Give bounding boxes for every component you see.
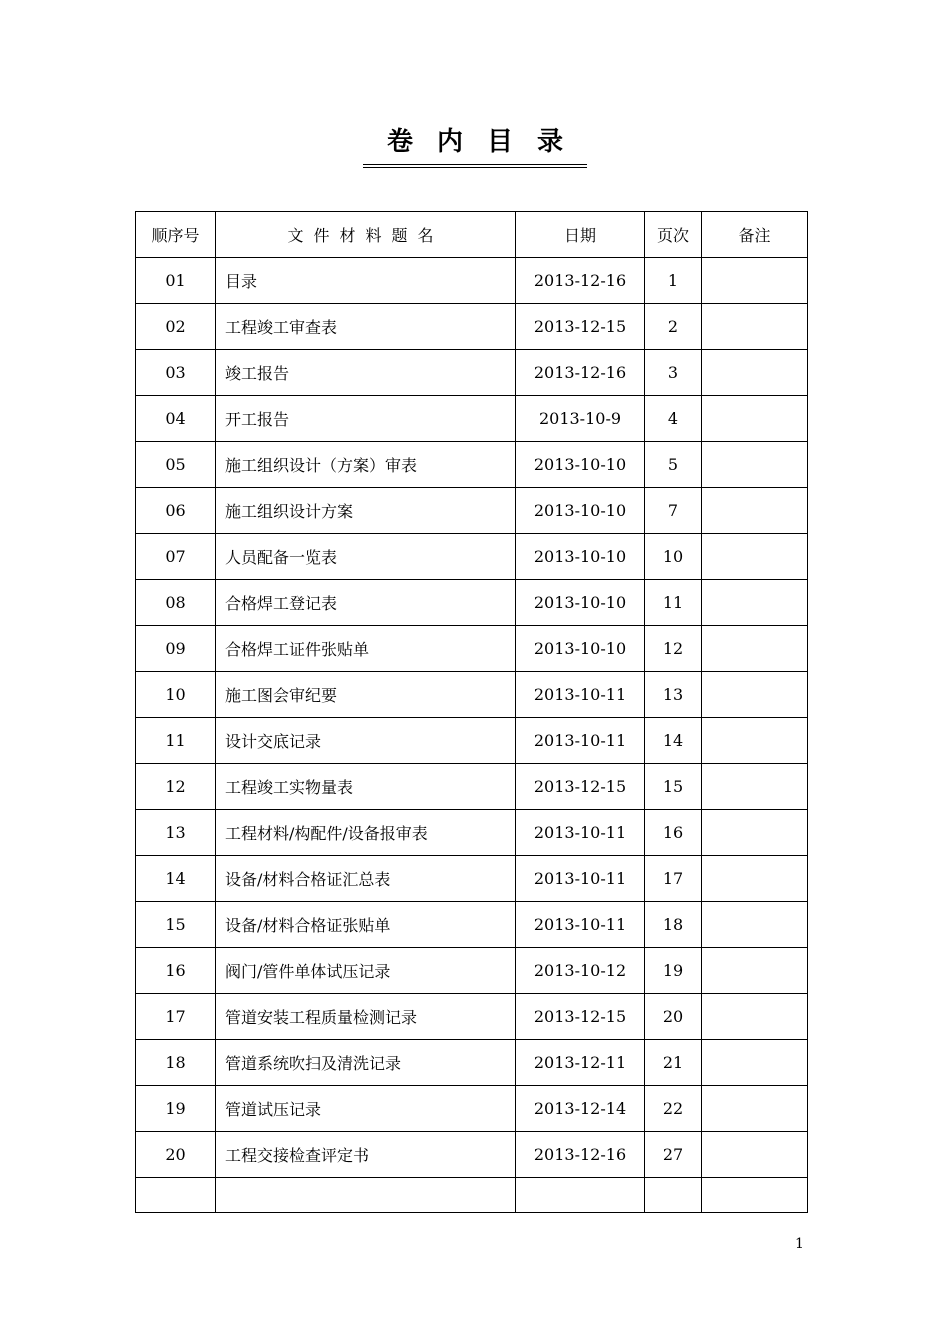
cell-title: 竣工报告 bbox=[216, 350, 516, 396]
cell-remarks bbox=[702, 304, 808, 350]
cell-pages: 14 bbox=[645, 718, 702, 764]
cell-no: 07 bbox=[136, 534, 216, 580]
table-row bbox=[136, 580, 808, 626]
cell-title: 管道试压记录 bbox=[216, 1086, 516, 1132]
cell-title: 施工组织设计（方案）审表 bbox=[216, 442, 516, 488]
cell-pages: 15 bbox=[645, 764, 702, 810]
cell-remarks bbox=[702, 1132, 808, 1178]
cell-title: 工程竣工实物量表 bbox=[216, 764, 516, 810]
cell-no: 18 bbox=[136, 1040, 216, 1086]
cell-no: 13 bbox=[136, 810, 216, 856]
cell-date: 2013-10-11 bbox=[516, 672, 645, 718]
cell-date: 2013-12-11 bbox=[516, 1040, 645, 1086]
table-row bbox=[136, 1132, 808, 1178]
cell-remarks bbox=[702, 856, 808, 902]
cell-no: 09 bbox=[136, 626, 216, 672]
cell-remarks bbox=[702, 1040, 808, 1086]
cell-date: 2013-12-15 bbox=[516, 994, 645, 1040]
table-row bbox=[136, 1086, 808, 1132]
cell-date: 2013-10-10 bbox=[516, 442, 645, 488]
cell-date: 2013-10-10 bbox=[516, 534, 645, 580]
cell-no: 02 bbox=[136, 304, 216, 350]
cell-remarks bbox=[702, 534, 808, 580]
cell-no: 12 bbox=[136, 764, 216, 810]
cell-title: 设备/材料合格证张贴单 bbox=[216, 902, 516, 948]
table-row bbox=[136, 856, 808, 902]
table-row bbox=[136, 626, 808, 672]
cell-date: 2013-12-16 bbox=[516, 1132, 645, 1178]
cell-title: 目录 bbox=[216, 258, 516, 304]
catalog-body bbox=[136, 258, 808, 1213]
cell-title: 工程竣工审查表 bbox=[216, 304, 516, 350]
table-row bbox=[136, 902, 808, 948]
cell-date: 2013-10-11 bbox=[516, 856, 645, 902]
cell-pages: 18 bbox=[645, 902, 702, 948]
cell-no: 08 bbox=[136, 580, 216, 626]
cell-date: 2013-12-14 bbox=[516, 1086, 645, 1132]
cell-no: 11 bbox=[136, 718, 216, 764]
table-row bbox=[136, 442, 808, 488]
header-row bbox=[136, 212, 808, 258]
cell-remarks bbox=[702, 764, 808, 810]
cell-title: 工程材料/构配件/设备报审表 bbox=[216, 810, 516, 856]
cell-date: 2013-10-10 bbox=[516, 488, 645, 534]
cell-title: 合格焊工证件张贴单 bbox=[216, 626, 516, 672]
cell-no: 17 bbox=[136, 994, 216, 1040]
table-row bbox=[136, 396, 808, 442]
table-row bbox=[136, 1178, 808, 1213]
cell-pages bbox=[645, 1178, 702, 1213]
cell-title: 管道安装工程质量检测记录 bbox=[216, 994, 516, 1040]
cell-date: 2013-10-10 bbox=[516, 580, 645, 626]
title-area bbox=[0, 122, 950, 168]
cell-remarks bbox=[702, 488, 808, 534]
cell-no: 10 bbox=[136, 672, 216, 718]
cell-title: 施工组织设计方案 bbox=[216, 488, 516, 534]
cell-date: 2013-10-12 bbox=[516, 948, 645, 994]
cell-pages: 27 bbox=[645, 1132, 702, 1178]
table-row bbox=[136, 304, 808, 350]
header-no: 顺序号 bbox=[136, 212, 216, 258]
cell-title: 施工图会审纪要 bbox=[216, 672, 516, 718]
cell-date: 2013-12-16 bbox=[516, 350, 645, 396]
cell-remarks bbox=[702, 258, 808, 304]
table-row bbox=[136, 810, 808, 856]
cell-pages: 12 bbox=[645, 626, 702, 672]
page-number: 1 bbox=[795, 1236, 804, 1252]
page-title: 卷内目录 bbox=[363, 122, 587, 168]
cell-title: 工程交接检查评定书 bbox=[216, 1132, 516, 1178]
cell-remarks bbox=[702, 396, 808, 442]
cell-pages: 20 bbox=[645, 994, 702, 1040]
cell-no: 19 bbox=[136, 1086, 216, 1132]
cell-title: 设计交底记录 bbox=[216, 718, 516, 764]
cell-remarks bbox=[702, 1086, 808, 1132]
cell-date: 2013-12-15 bbox=[516, 304, 645, 350]
table-row bbox=[136, 350, 808, 396]
table-row bbox=[136, 948, 808, 994]
cell-remarks bbox=[702, 626, 808, 672]
cell-title: 合格焊工登记表 bbox=[216, 580, 516, 626]
cell-pages: 22 bbox=[645, 1086, 702, 1132]
table-row bbox=[136, 258, 808, 304]
cell-remarks bbox=[702, 948, 808, 994]
table-row bbox=[136, 672, 808, 718]
cell-pages: 5 bbox=[645, 442, 702, 488]
cell-title: 设备/材料合格证汇总表 bbox=[216, 856, 516, 902]
cell-no: 06 bbox=[136, 488, 216, 534]
cell-remarks bbox=[702, 672, 808, 718]
cell-pages: 7 bbox=[645, 488, 702, 534]
cell-pages: 3 bbox=[645, 350, 702, 396]
cell-pages: 19 bbox=[645, 948, 702, 994]
cell-pages: 21 bbox=[645, 1040, 702, 1086]
cell-date: 2013-10-11 bbox=[516, 718, 645, 764]
cell-remarks bbox=[702, 350, 808, 396]
cell-pages: 2 bbox=[645, 304, 702, 350]
cell-no: 20 bbox=[136, 1132, 216, 1178]
cell-remarks bbox=[702, 580, 808, 626]
cell-no: 15 bbox=[136, 902, 216, 948]
catalog-table bbox=[135, 211, 808, 1213]
cell-title: 开工报告 bbox=[216, 396, 516, 442]
cell-pages: 10 bbox=[645, 534, 702, 580]
table-row bbox=[136, 1040, 808, 1086]
cell-date: 2013-10-11 bbox=[516, 810, 645, 856]
cell-no: 16 bbox=[136, 948, 216, 994]
cell-pages: 16 bbox=[645, 810, 702, 856]
cell-no: 05 bbox=[136, 442, 216, 488]
cell-remarks bbox=[702, 810, 808, 856]
cell-pages: 17 bbox=[645, 856, 702, 902]
cell-title: 人员配备一览表 bbox=[216, 534, 516, 580]
cell-pages: 1 bbox=[645, 258, 702, 304]
cell-date: 2013-10-11 bbox=[516, 902, 645, 948]
cell-date: 2013-10-9 bbox=[516, 396, 645, 442]
table-row bbox=[136, 764, 808, 810]
cell-remarks bbox=[702, 718, 808, 764]
header-pages: 页次 bbox=[645, 212, 702, 258]
cell-title: 管道系统吹扫及清洗记录 bbox=[216, 1040, 516, 1086]
cell-title bbox=[216, 1178, 516, 1213]
cell-no: 01 bbox=[136, 258, 216, 304]
cell-remarks bbox=[702, 994, 808, 1040]
cell-no: 04 bbox=[136, 396, 216, 442]
table-row bbox=[136, 994, 808, 1040]
cell-no: 03 bbox=[136, 350, 216, 396]
table-row bbox=[136, 718, 808, 764]
cell-no: 14 bbox=[136, 856, 216, 902]
cell-pages: 11 bbox=[645, 580, 702, 626]
cell-title: 阀门/管件单体试压记录 bbox=[216, 948, 516, 994]
cell-remarks bbox=[702, 1178, 808, 1213]
cell-pages: 13 bbox=[645, 672, 702, 718]
cell-date: 2013-12-15 bbox=[516, 764, 645, 810]
header-remarks: 备注 bbox=[702, 212, 808, 258]
catalog-header bbox=[136, 212, 808, 258]
cell-pages: 4 bbox=[645, 396, 702, 442]
header-title: 文件材料题名 bbox=[216, 212, 516, 258]
cell-remarks bbox=[702, 442, 808, 488]
cell-date bbox=[516, 1178, 645, 1213]
header-date: 日期 bbox=[516, 212, 645, 258]
cell-date: 2013-10-10 bbox=[516, 626, 645, 672]
cell-no bbox=[136, 1178, 216, 1213]
cell-remarks bbox=[702, 902, 808, 948]
table-row bbox=[136, 534, 808, 580]
table-row bbox=[136, 488, 808, 534]
cell-date: 2013-12-16 bbox=[516, 258, 645, 304]
